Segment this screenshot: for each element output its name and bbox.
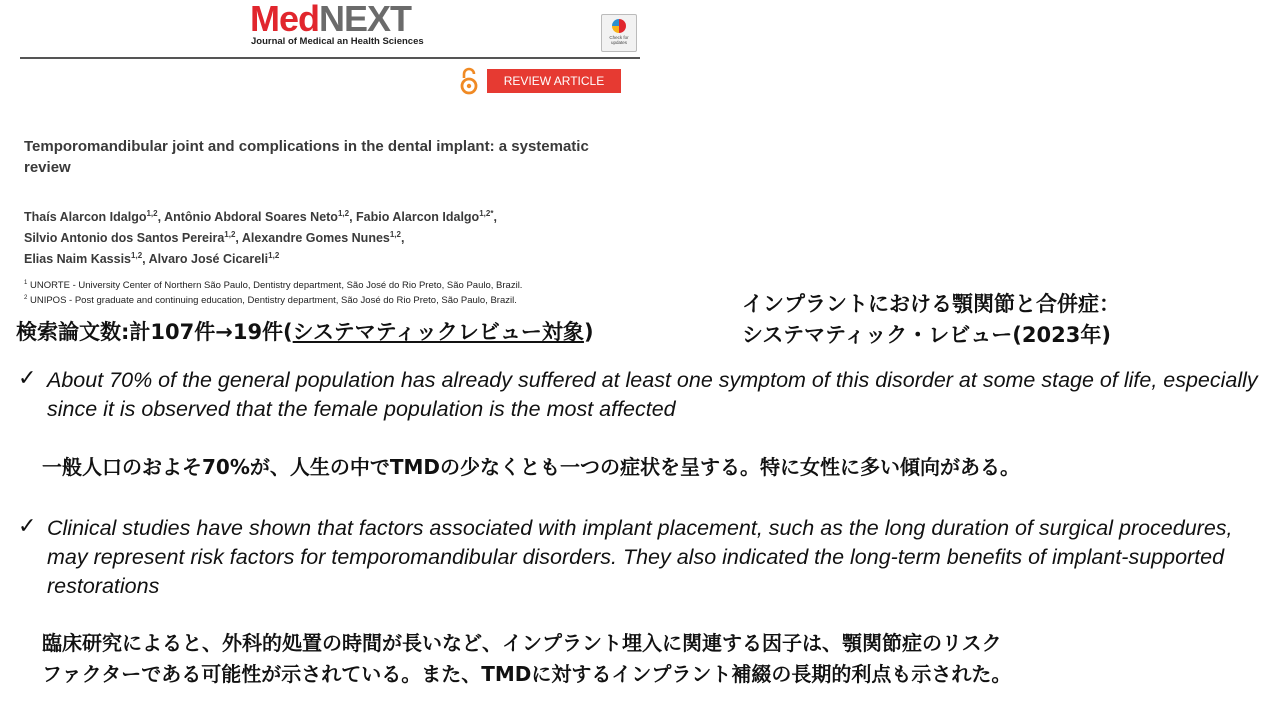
japanese-title-line: システマティック・レビュー(2023年) xyxy=(742,323,1111,347)
bullet-text-jp: ファクターである可能性が示されている。また、TMDに対するインプラント補綴の長期的利点も示された。 xyxy=(42,662,1012,686)
japanese-title xyxy=(742,289,1120,351)
affiliation-item: $^2$ UNIPOS - Post graduate and continuing education, Dentistry department, São José do Rio Preto, São Paulo, Brazil. xyxy=(24,295,517,307)
checkmark-icon: ✓ xyxy=(18,514,37,539)
article-type-tag: REVIEW ARTICLE xyxy=(487,69,621,93)
logo-next: NEXT xyxy=(319,0,412,39)
bullet-text-jp: 臨床研究によると、外科的処置の時間が長いなど、インプラント埋入に関連する因子は、顎関節症のリスク xyxy=(42,631,1002,655)
author[interactable]: Fabio Alarcon Idalgo$^{1,2*}$ xyxy=(356,209,494,225)
crossmark-icon xyxy=(612,19,626,33)
affiliations xyxy=(24,277,644,307)
logo-med: Med xyxy=(250,0,319,39)
author[interactable]: Alvaro José Cicareli$^{1,2}$ xyxy=(148,251,280,267)
author-list: Thaís Alarcon Idalgo$^{1,2}$, Antônio Abdoral Soares Neto$^{1,2}$, Fabio Alarcon Idalgo$^{1,2*}$, Silvio Antonio dos Santos Pereira$^{1,2}$, Alexandre Gomes Nunes$^{1,2}$, Elias Naim Kassis$^{1,2}$, Alvaro José Cicareli$^{1,2}$ xyxy=(24,209,497,267)
author[interactable]: Alexandre Gomes Nunes$^{1,2}$ xyxy=(241,230,401,246)
author[interactable]: Thaís Alarcon Idalgo$^{1,2}$ xyxy=(24,209,158,225)
bullet-text-en: Clinical studies have shown that factors associated with implant placement, such as the long duration of surgical procedures, may represent risk factors for temporomandibular disorders. They also indicated the long-term benefits of implant-supported restorations xyxy=(47,516,1233,598)
bullet-text-en: About 70% of the general population has already suffered at least one symptom of this disorder at some stage of life, especially since it is observed that the female population is the most affected xyxy=(47,368,1258,421)
journal-subtitle: Journal of Medical an Health Sciences xyxy=(251,36,424,47)
bullet-text-jp: 一般人口のおよそ70%が、人生の中でTMDの少なくとも一つの症状を呈する。特に女性に多い傾向がある。 xyxy=(42,455,1021,479)
affiliation-item: $^1$ UNORTE - University Center of Northern São Paulo, Dentistry department, São José do Rio Preto, São Paulo, Brazil. xyxy=(24,280,523,292)
article-title: Temporomandibular joint and complications in the dental implant: a systematic review xyxy=(24,138,589,176)
check-for-updates-label: Check for updates xyxy=(609,35,629,45)
journal-logo xyxy=(250,0,411,38)
header-divider xyxy=(20,57,640,59)
checkmark-icon: ✓ xyxy=(18,366,37,391)
systematic-review-target: システマティックレビュー対象 xyxy=(292,320,584,344)
japanese-title-line: インプラントにおける顎関節と合併症： xyxy=(742,292,1120,316)
author[interactable]: Elias Naim Kassis$^{1,2}$ xyxy=(24,251,143,267)
author[interactable]: Silvio Antonio dos Santos Pereira$^{1,2}$ xyxy=(24,230,236,246)
check-for-updates-badge[interactable] xyxy=(601,14,637,52)
open-access-icon xyxy=(458,66,480,96)
author[interactable]: Antônio Abdoral Soares Neto$^{1,2}$ xyxy=(164,209,350,225)
search-count-note: 検索論文数:計107件→19件(システマティックレビュー対象) xyxy=(16,320,594,344)
